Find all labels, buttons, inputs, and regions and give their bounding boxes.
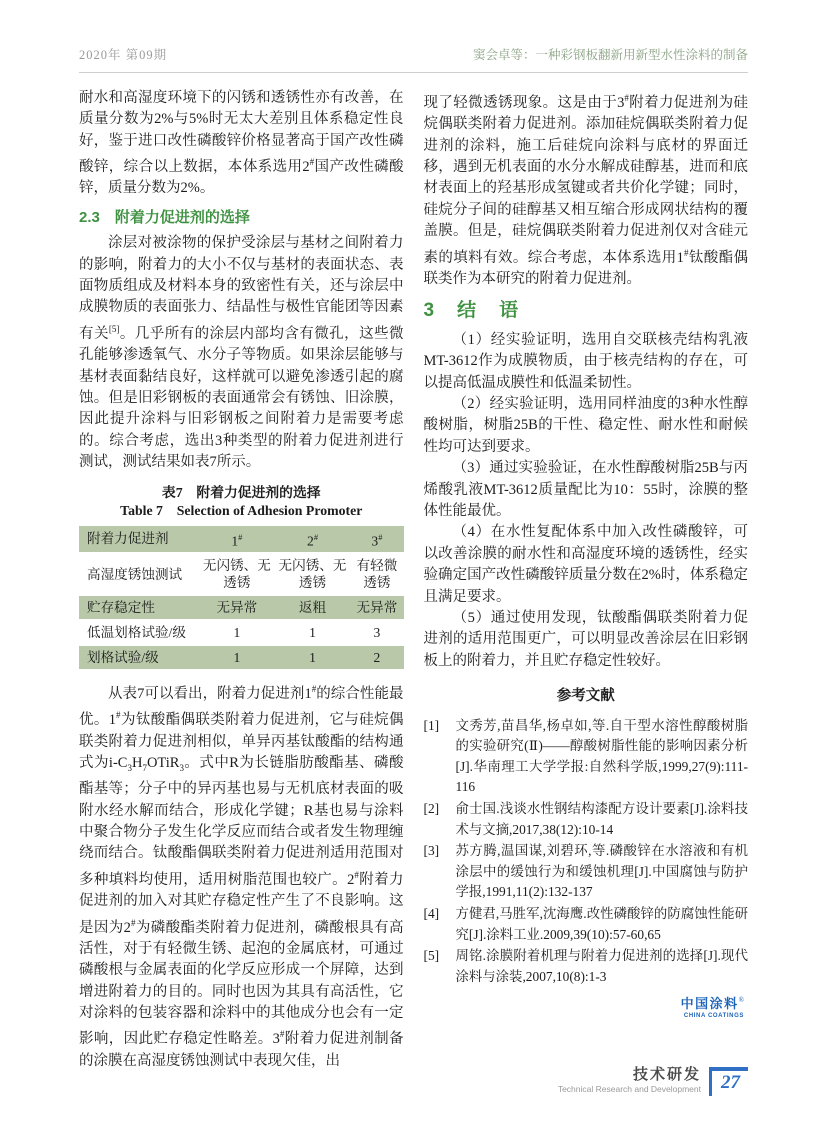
table-header-cell: 1# — [231, 531, 243, 549]
reference-item — [424, 799, 749, 840]
table-cell: 划格试验/级 — [87, 650, 159, 666]
logo-cn-text: 中国涂料 — [680, 996, 739, 1012]
footer-section-label — [558, 1063, 701, 1096]
page-footer — [558, 1063, 748, 1096]
table-cell: 无异常 — [216, 600, 258, 616]
table-cell: 1 — [309, 650, 316, 666]
table-cell: 无异常 — [356, 600, 398, 616]
table-header-cell: 附着力促进剂 — [87, 531, 169, 547]
table-cell: 3 — [373, 625, 381, 641]
paragraph-silane-continuation: 现了轻微透锈现象。这是由于3#附着力促进剂为硅烷偶联类附着力促进剂。添加硅烷偶联类附着力促进剂的涂料，施工后硅烷向涂料与底材的界面迁移，遇到无机表面的水分水解成硅醇基，进而和底材表面上的羟基形成氢键或者共价化学键；同时，硅烷分子间的硅醇基又相互缩合形成网状结构的覆盖膜。但是，硅烷偶联类附着力促进剂仅对含硅元素的填料有效。综合考虑，本体系选用1#钛酸酯偶联类作为本研究的附着力促进剂。 — [423, 93, 749, 287]
reference-number: [3] — [423, 843, 440, 859]
page-header — [79, 45, 748, 73]
conclusion-item-3: （3）通过实验验证，在水性醇酸树脂25B与丙烯酸乳液MT-3612质量配比为10：55时，涂膜的整体性能最优。 — [423, 460, 748, 519]
reference-item — [424, 904, 749, 945]
table-header-cell: 2# — [307, 531, 319, 549]
reference-number: [4] — [423, 905, 440, 921]
table7-title-en: Table 7 Selection of Adhesion Promoter — [120, 502, 363, 518]
table-cell: 低温划格试验/级 — [87, 625, 186, 641]
footer-section-en: Technical Research and Development — [557, 1084, 701, 1094]
table-cell: 1 — [233, 625, 241, 641]
logo-en-text: CHINA COATINGS — [683, 1012, 744, 1019]
reference-number: [5] — [423, 948, 440, 964]
adhesion-promoter-table — [79, 524, 404, 672]
section-heading-2-3: 2.3 附着力促进剂的选择 — [79, 208, 250, 226]
table-cell: 有轻微透锈 — [356, 558, 398, 591]
two-column-body — [79, 88, 748, 1072]
table-header-row — [79, 526, 404, 553]
reference-text: 文秀芳,苗昌华,杨卓如,等.自干型水溶性醇酸树脂的实验研究(Ⅱ)——醇酸树脂性能的影响因素分析[J].华南理工大学学报:自然科学版,1999,27(9):111-116 — [455, 717, 748, 795]
table-row — [79, 646, 404, 669]
table-cell: 2 — [373, 650, 381, 666]
table-cell: 1 — [309, 625, 316, 641]
table-row — [79, 554, 404, 594]
reference-text: 方健君,马胜军,沈海鹰.改性磷酸锌的防腐蚀性能研究[J].涂料工业.2009,39(10):57-60,65 — [455, 905, 748, 942]
table-cell: 无闪锈、无透锈 — [202, 558, 271, 591]
footer-section-cn: 技术研发 — [632, 1066, 701, 1083]
paragraph-adhesion-intro: 涂层对被涂物的保护受涂层与基材之间附着力的影响，附着力的大小不仅与基材的表面状态、表面物质组成及材料本身的致密性有关，还与涂层中成膜物质的表面张力、结晶性与极性官能团等因素有关[5]。几乎所有的涂层内部均含有微孔，这些微孔能够渗透氧气、水分子等物质。如果涂层能够与基材表面黏结良好，这样就可以避免渗透引起的腐蚀。但是旧彩钢板的表面通常会有锈蚀、旧涂膜，因此提升涂料与旧彩钢板之间附着力是需要考虑的。综合考虑，选出3种类型的附着力促进剂进行测试，测试结果如表7所示。 — [79, 235, 404, 471]
table-cell: 返粗 — [298, 600, 327, 616]
reference-number: [1] — [423, 717, 440, 733]
table-row — [79, 621, 404, 644]
paragraph-zinc-phosphate: 耐水和高湿度环境下的闪锈和透锈性亦有改善，在质量分数为2%与5%时无太大差别且体系稳定性良好，鉴于进口改性磷酸锌价格显著高于国产改性磷酸锌，综合以上数据，本体系选用2#国产改性磷酸锌，质量分数为2%。 — [79, 90, 404, 197]
conclusion-heading: 3 结 语 — [423, 300, 521, 322]
reference-item — [424, 946, 749, 987]
conclusion-item-2: （2）经实验证明，选用同样油度的3种水性醇酸树脂，树脂25B的干性、稳定性、耐水性和耐候性均可达到要求。 — [423, 395, 748, 455]
table7-block — [79, 484, 404, 672]
table-header-cell: 3# — [371, 531, 383, 549]
page-number: 27 — [709, 1067, 748, 1096]
right-column — [424, 88, 749, 1072]
references-heading: 参考文献 — [556, 688, 615, 705]
reference-text: 俞士国.浅谈水性钢结构漆配方设计要素[J].涂料技术与文摘,2017,38(12):10-14 — [455, 801, 748, 837]
reference-text: 苏方腾,温国谋,刘碧环,等.磷酸锌在水溶液和有机涂层中的缓蚀行为和缓蚀机理[J].中国腐蚀与防护学报,1991,11(2):132-137 — [455, 843, 748, 900]
reference-item — [424, 841, 749, 903]
registered-mark-icon: ® — [738, 996, 744, 1005]
table-cell: 1 — [233, 650, 241, 666]
table7-title-cn: 表7 附着力促进剂的选择 — [161, 484, 321, 500]
left-column — [79, 88, 404, 1072]
conclusion-item-4: （4）在水性复配体系中加入改性磷酸锌，可以改善涂膜的耐水性和高湿度环境的透锈性，经实验确定国产改性磷酸锌质量分数在2%时，体系稳定且满足要求。 — [423, 524, 748, 605]
reference-text: 周铭.涂膜附着机理与附着力促进剂的选择[J].现代涂料与涂装,2007,10(8):1-3 — [455, 948, 748, 984]
running-title: 窦会卓等：一种彩钢板翻新用新型水性涂料的制备 — [472, 48, 748, 62]
table-cell: 贮存稳定性 — [87, 600, 155, 616]
issue-label: 2020年 第09期 — [79, 48, 168, 62]
conclusion-item-5: （5）通过使用发现，钛酸酯偶联类附着力促进剂的适用范围更广，可以明显改善涂层在旧彩钢板上的附着力，并且贮存稳定性较好。 — [423, 610, 748, 669]
china-coatings-logo — [424, 997, 749, 1019]
paragraph-table-discussion: 从表7可以看出，附着力促进剂1#的综合性能最优。1#为钛酸酯偶联类附着力促进剂，它与硅烷偶联类附着力促进剂相似，单异丙基钛酸酯的结构通式为$i-C_3H_7OTiR_3$。式中R为长链脂肪酸酯基、磷酸酯基等；分子中的异丙基也易与无机底材表面的吸附水经水解而结合，形成化学键；R基也易与涂料中聚合物分子发生化学反应而结合或者发生物理缠绕而结合。钛酸酯偶联类附着力促进剂适用范围对多种填料均使用，适用树脂范围也较广。2#附着力促进剂的加入对其贮存稳定性产生了不良影响。这是因为2#为磷酸酯类附着力促进剂，磷酸根具有高活性，对于有轻微生锈、起泡的金属底材，可通过磷酸根与金属表面的化学反应形成一个屏障，达到增进附着力的目的。同时也因为其具有高活性，它对涂料的包装容器和涂料中的其他成分也会有一定影响，因此贮存稳定性略差。3#附着力促进剂制备的涂膜在高湿度锈蚀测试中表现欠佳，出 — [79, 684, 404, 1069]
conclusion-item-1: （1）经实验证明，选用自交联核壳结构乳液MT-3612作为成膜物质，由于核壳结构的存在，可以提高低温成膜性和低温柔韧性。 — [423, 331, 748, 391]
table-cell: 高湿度锈蚀测试 — [87, 566, 183, 582]
reference-number: [2] — [423, 801, 440, 816]
reference-item — [424, 716, 749, 798]
table-cell: 无闪锈、无透锈 — [278, 558, 347, 591]
table-row — [79, 596, 404, 619]
